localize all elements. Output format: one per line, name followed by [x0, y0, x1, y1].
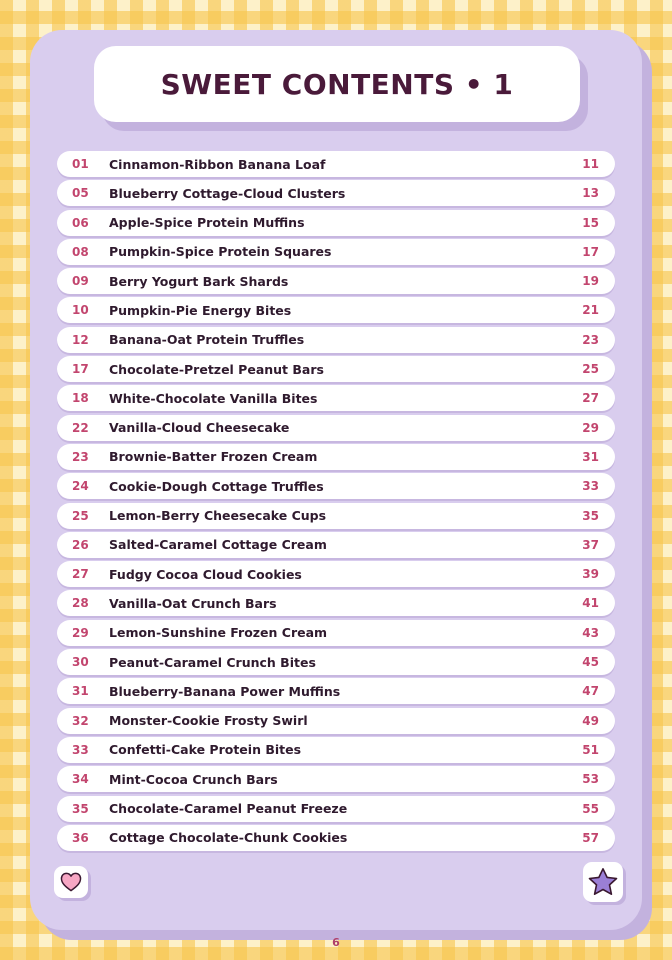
page-title: SWEET CONTENTS • 1 — [160, 67, 514, 101]
toc-row — [57, 678, 615, 704]
recipe-name: Banana-Oat Protein Truffles — [109, 332, 305, 348]
toc-row — [57, 268, 615, 294]
recipe-number: 06 — [72, 215, 89, 230]
recipe-number: 18 — [72, 391, 89, 406]
recipe-page: 15 — [582, 215, 599, 230]
table-of-contents — [57, 151, 615, 854]
toc-row — [57, 590, 615, 616]
recipe-number: 12 — [72, 332, 89, 347]
recipe-name: Vanilla-Cloud Cheesecake — [109, 420, 290, 436]
recipe-number: 05 — [72, 186, 89, 201]
recipe-number: 08 — [72, 244, 89, 259]
recipe-number: 24 — [72, 479, 89, 494]
recipe-number: 27 — [72, 567, 89, 582]
toc-row — [57, 649, 615, 675]
recipe-name: Cottage Chocolate-Chunk Cookies — [109, 830, 348, 846]
recipe-page: 47 — [582, 684, 599, 699]
toc-row — [57, 415, 615, 441]
recipe-number: 31 — [72, 684, 89, 699]
recipe-name: Cinnamon-Ribbon Banana Loaf — [109, 156, 326, 172]
recipe-name: Lemon-Berry Cheesecake Cups — [109, 508, 327, 524]
recipe-number: 34 — [72, 772, 89, 787]
star-icon — [587, 867, 619, 897]
recipe-number: 23 — [72, 449, 89, 464]
recipe-page: 37 — [582, 537, 599, 552]
recipe-page: 19 — [582, 274, 599, 289]
recipe-number: 25 — [72, 508, 89, 523]
recipe-page: 51 — [582, 742, 599, 757]
recipe-name: Monster-Cookie Frosty Swirl — [109, 713, 308, 729]
toc-row — [57, 239, 615, 265]
heart-badge — [54, 866, 88, 898]
toc-row — [57, 210, 615, 236]
toc-row — [57, 444, 615, 470]
recipe-number: 17 — [72, 362, 89, 377]
toc-row — [57, 532, 615, 558]
recipe-name: Cookie-Dough Cottage Truffles — [109, 478, 324, 494]
toc-row — [57, 297, 615, 323]
recipe-page: 31 — [582, 449, 599, 464]
recipe-page: 17 — [582, 244, 599, 259]
toc-row — [57, 180, 615, 206]
recipe-name: Brownie-Batter Frozen Cream — [109, 449, 318, 465]
recipe-page: 57 — [582, 830, 599, 845]
recipe-number: 29 — [72, 625, 89, 640]
recipe-name: Lemon-Sunshine Frozen Cream — [109, 625, 328, 641]
recipe-name: Peanut-Caramel Crunch Bites — [109, 654, 316, 670]
recipe-page: 25 — [582, 362, 599, 377]
recipe-name: Vanilla-Oat Crunch Bars — [109, 595, 277, 611]
toc-row — [57, 385, 615, 411]
toc-row — [57, 356, 615, 382]
recipe-page: 29 — [582, 420, 599, 435]
recipe-name: Berry Yogurt Bark Shards — [109, 273, 289, 289]
recipe-name: Pumpkin-Spice Protein Squares — [109, 244, 332, 260]
star-badge — [583, 862, 623, 902]
recipe-number: 26 — [72, 537, 89, 552]
toc-row — [57, 561, 615, 587]
title-card — [94, 46, 580, 122]
recipe-page: 27 — [582, 391, 599, 406]
recipe-name: White-Chocolate Vanilla Bites — [109, 390, 318, 406]
toc-row — [57, 151, 615, 177]
recipe-number: 10 — [72, 303, 89, 318]
toc-row — [57, 503, 615, 529]
toc-row — [57, 708, 615, 734]
recipe-page: 53 — [582, 772, 599, 787]
recipe-page: 11 — [582, 157, 599, 171]
recipe-number: 32 — [72, 713, 89, 728]
recipe-name: Confetti-Cake Protein Bites — [109, 742, 302, 758]
toc-row — [57, 737, 615, 763]
toc-row — [57, 473, 615, 499]
recipe-page: 41 — [582, 596, 599, 611]
recipe-name: Salted-Caramel Cottage Cream — [109, 537, 327, 553]
recipe-page: 21 — [582, 303, 599, 318]
recipe-page: 55 — [582, 801, 599, 816]
recipe-page: 35 — [582, 508, 599, 523]
recipe-number: 30 — [72, 655, 89, 670]
recipe-number: 33 — [72, 742, 89, 757]
page-number: 6 — [332, 936, 340, 949]
recipe-name: Blueberry Cottage-Cloud Clusters — [109, 185, 346, 201]
toc-row — [57, 327, 615, 353]
recipe-name: Pumpkin-Pie Energy Bites — [109, 302, 292, 318]
toc-row — [57, 766, 615, 792]
recipe-page: 45 — [582, 655, 599, 670]
recipe-name: Fudgy Cocoa Cloud Cookies — [109, 566, 302, 582]
recipe-page: 49 — [582, 713, 599, 728]
recipe-page: 33 — [582, 479, 599, 494]
recipe-number: 01 — [72, 157, 89, 171]
heart-icon — [60, 872, 82, 892]
toc-row — [57, 620, 615, 646]
recipe-page: 13 — [582, 186, 599, 201]
recipe-number: 28 — [72, 596, 89, 611]
recipe-name: Blueberry-Banana Power Muffins — [109, 683, 341, 699]
recipe-number: 36 — [72, 830, 89, 845]
recipe-number: 09 — [72, 274, 89, 289]
recipe-name: Chocolate-Pretzel Peanut Bars — [109, 361, 324, 377]
recipe-page: 43 — [582, 625, 599, 640]
toc-row — [57, 825, 615, 851]
recipe-page: 39 — [582, 567, 599, 582]
toc-row — [57, 796, 615, 822]
recipe-page: 23 — [582, 332, 599, 347]
recipe-number: 22 — [72, 420, 89, 435]
recipe-name: Apple-Spice Protein Muffins — [109, 215, 305, 231]
recipe-number: 35 — [72, 801, 89, 816]
recipe-name: Chocolate-Caramel Peanut Freeze — [109, 801, 348, 817]
recipe-name: Mint-Cocoa Crunch Bars — [109, 771, 278, 787]
